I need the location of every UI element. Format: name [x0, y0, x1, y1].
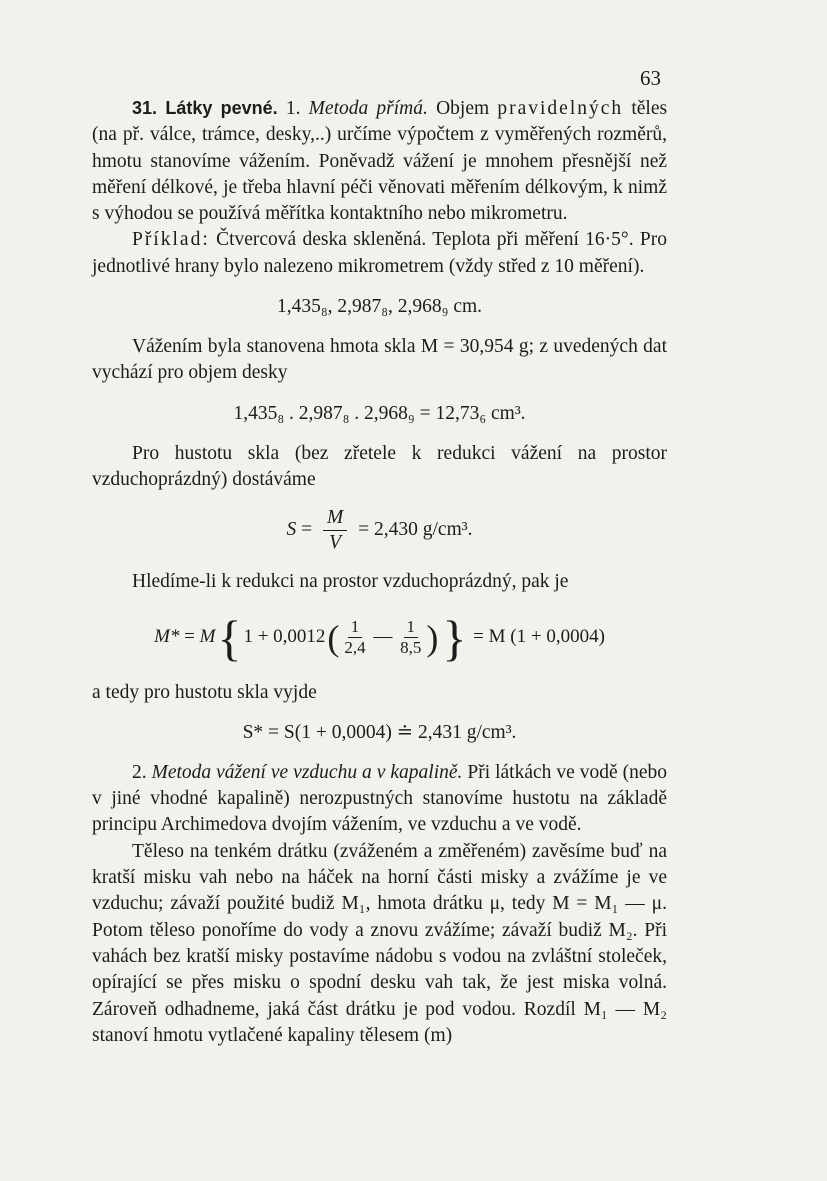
paragraph: Hledíme-li k redukci na prostor vzduchoprázdný, pak je: [132, 571, 569, 593]
paragraph: a tedy pro hustotu skla vyjde: [92, 681, 317, 703]
fraction: $\frac{1}{8,5}$: [400, 617, 422, 658]
equation: S = $\frac{M}{V}$ = 2,430 g/cm³.: [286, 506, 473, 553]
paragraph: Příklad: Čtvercová deska skleněná. Teplota při měření 16·5°. Pro jednotlivé hrany bylo nalezeno mikrometrem (vždy střed z 10 měření).: [92, 229, 667, 277]
paragraph: Vážením byla stanovena hmota skla M = 30,954 g; z uvedených dat vychází pro objem desky: [92, 336, 667, 384]
fraction: $\frac{1}{2,4}$: [344, 617, 366, 658]
method-title: Metoda vážení ve vzduchu a v kapalině.: [151, 761, 463, 783]
equation: 1,435₈, 2,987₈, 2,968₉ cm.: [276, 296, 483, 318]
equation: S* = S(1 + 0,0004) ≐ 2,431 g/cm³.: [242, 721, 517, 743]
equation: 1,435₈ . 2,987₈ . 2,968₉ = 12,73₆ cm³.: [233, 402, 526, 424]
example-label: Příklad:: [132, 229, 210, 251]
body-text: [92, 95, 667, 1049]
paragraph: 2. Metoda vážení ve vzduchu a v kapalině. Při látkách ve vodě (nebo v jiné vhodné kapalině) nerozpustných stanovíme hustotu na základě principu Archimedova dvojím vážením, ve vzduchu a ve vodě.: [92, 761, 667, 836]
page-number: 63: [640, 66, 661, 90]
paragraph: Těleso na tenkém drátku (zváženém a změřeném) zavěsíme buď na kratší misku vah nebo na háček na horní části misky a zvážíme je ve vzduchu; závaží použité budiž M₁, hmota drátku μ, tedy M = M₁ — μ. Potom těleso ponoříme do vody a znovu zvážíme; závaží budiž M₂. Při vahách bez kratší misky postavíme nádobu s vodou na zvláštní stoleček, opírající se přes misku o spodní desku vah tak, že jest miska volná. Zároveň odhadneme, jaká část drátku je pod vodou. Rozdíl M₁ — M₂ stanoví hmotu vytlačené kapaliny tělesem (m): [92, 840, 667, 1046]
section-heading: 31. Látky pevné.: [132, 98, 278, 118]
paragraph: 31. Látky pevné. 1. Metoda přímá. Objem pravidelných těles (na př. válce, trámce, desky,..) určíme výpočtem z vyměřených rozměrů, hmotu stanovíme vážením. Poněvadž vážení je mnohem přesnější než měření délkové, je třeba hlavní péči věnovati měřením délkovým, k nimž s výhodou se používá měřítka kontaktního nebo mikrometru.: [92, 98, 668, 225]
method-title: Metoda přímá.: [308, 98, 428, 119]
paragraph: Pro hustotu skla (bez zřetele k redukci vážení na prostor vzduchoprázdný) dostáváme: [92, 442, 667, 490]
fraction: $\frac{M}{V}$: [323, 506, 347, 555]
equation: M* = M { 1 + 0,0012 ( $\frac{1}{2,4}$ — $\frac{1}{8,5}$ ) } = M (1 + 0,0004): [154, 609, 605, 666]
